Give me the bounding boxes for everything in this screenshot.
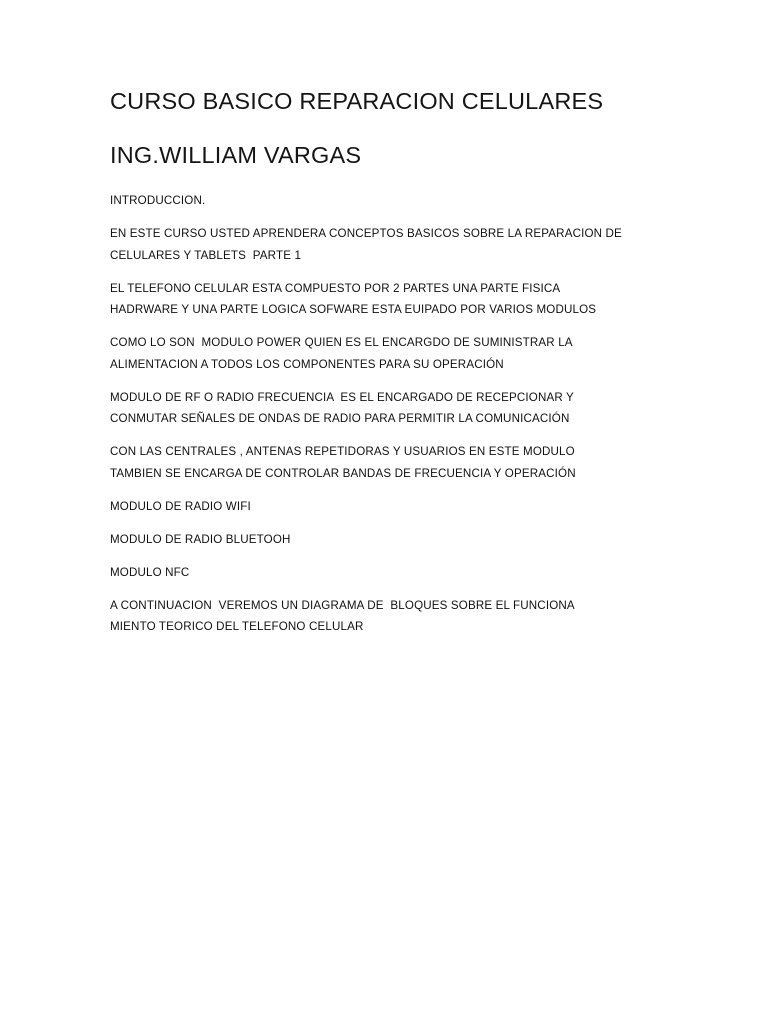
paragraph bbox=[110, 387, 655, 430]
paragraph-line: EL TELEFONO CELULAR ESTA COMPUESTO POR 2 PARTES UNA PARTE FISICA bbox=[110, 281, 561, 295]
document-title: CURSO BASICO REPARACION CELULARES bbox=[110, 88, 604, 114]
paragraph bbox=[110, 496, 655, 518]
paragraph bbox=[110, 529, 655, 551]
paragraph bbox=[110, 441, 655, 484]
paragraph-line: MODULO DE RF O RADIO FRECUENCIA ES EL ENCARGADO DE RECEPCIONAR Y bbox=[110, 390, 574, 404]
paragraph-line: TAMBIEN SE ENCARGA DE CONTROLAR BANDAS DE FRECUENCIA Y OPERACIÓN bbox=[110, 466, 576, 480]
paragraph-line: COMO LO SON MODULO POWER QUIEN ES EL ENCARGDO DE SUMINISTRAR LA bbox=[110, 336, 573, 349]
document-author: ING.WILLIAM VARGAS bbox=[110, 142, 362, 168]
paragraph-line: EN ESTE CURSO USTED APRENDERA CONCEPTOS BASICOS SOBRE LA REPARACION DE bbox=[110, 227, 622, 240]
document-body bbox=[110, 190, 655, 649]
paragraph bbox=[110, 595, 655, 638]
paragraph-line: CON LAS CENTRALES , ANTENAS REPETIDORAS Y USUARIOS EN ESTE MODULO bbox=[110, 445, 575, 458]
paragraph-line: INTRODUCCION. bbox=[110, 194, 206, 207]
paragraph bbox=[110, 223, 655, 266]
paragraph-line: A CONTINUACION VEREMOS UN DIAGRAMA DE BLOQUES SOBRE EL FUNCIONA bbox=[110, 598, 575, 612]
paragraph-line: CONMUTAR SEÑALES DE ONDAS DE RADIO PARA PERMITIR LA COMUNICACIÓN bbox=[110, 412, 570, 425]
paragraph bbox=[110, 562, 655, 584]
paragraph bbox=[110, 332, 655, 375]
paragraph-line: MODULO DE RADIO WIFI bbox=[110, 499, 251, 513]
paragraph-line: HADRWARE Y UNA PARTE LOGICA SOFWARE ESTA EUIPADO POR VARIOS MODULOS bbox=[110, 303, 597, 316]
paragraph-line: ALIMENTACION A TODOS LOS COMPONENTES PARA SU OPERACIÓN bbox=[110, 357, 504, 371]
paragraph bbox=[110, 190, 655, 212]
paragraph-line: MIENTO TEORICO DEL TELEFONO CELULAR bbox=[110, 620, 364, 633]
paragraph bbox=[110, 278, 655, 321]
paragraph-line: MODULO DE RADIO BLUETOOH bbox=[110, 532, 291, 546]
paragraph-line: MODULO NFC bbox=[110, 565, 190, 579]
paragraph-line: CELULARES Y TABLETS PARTE 1 bbox=[110, 248, 302, 262]
